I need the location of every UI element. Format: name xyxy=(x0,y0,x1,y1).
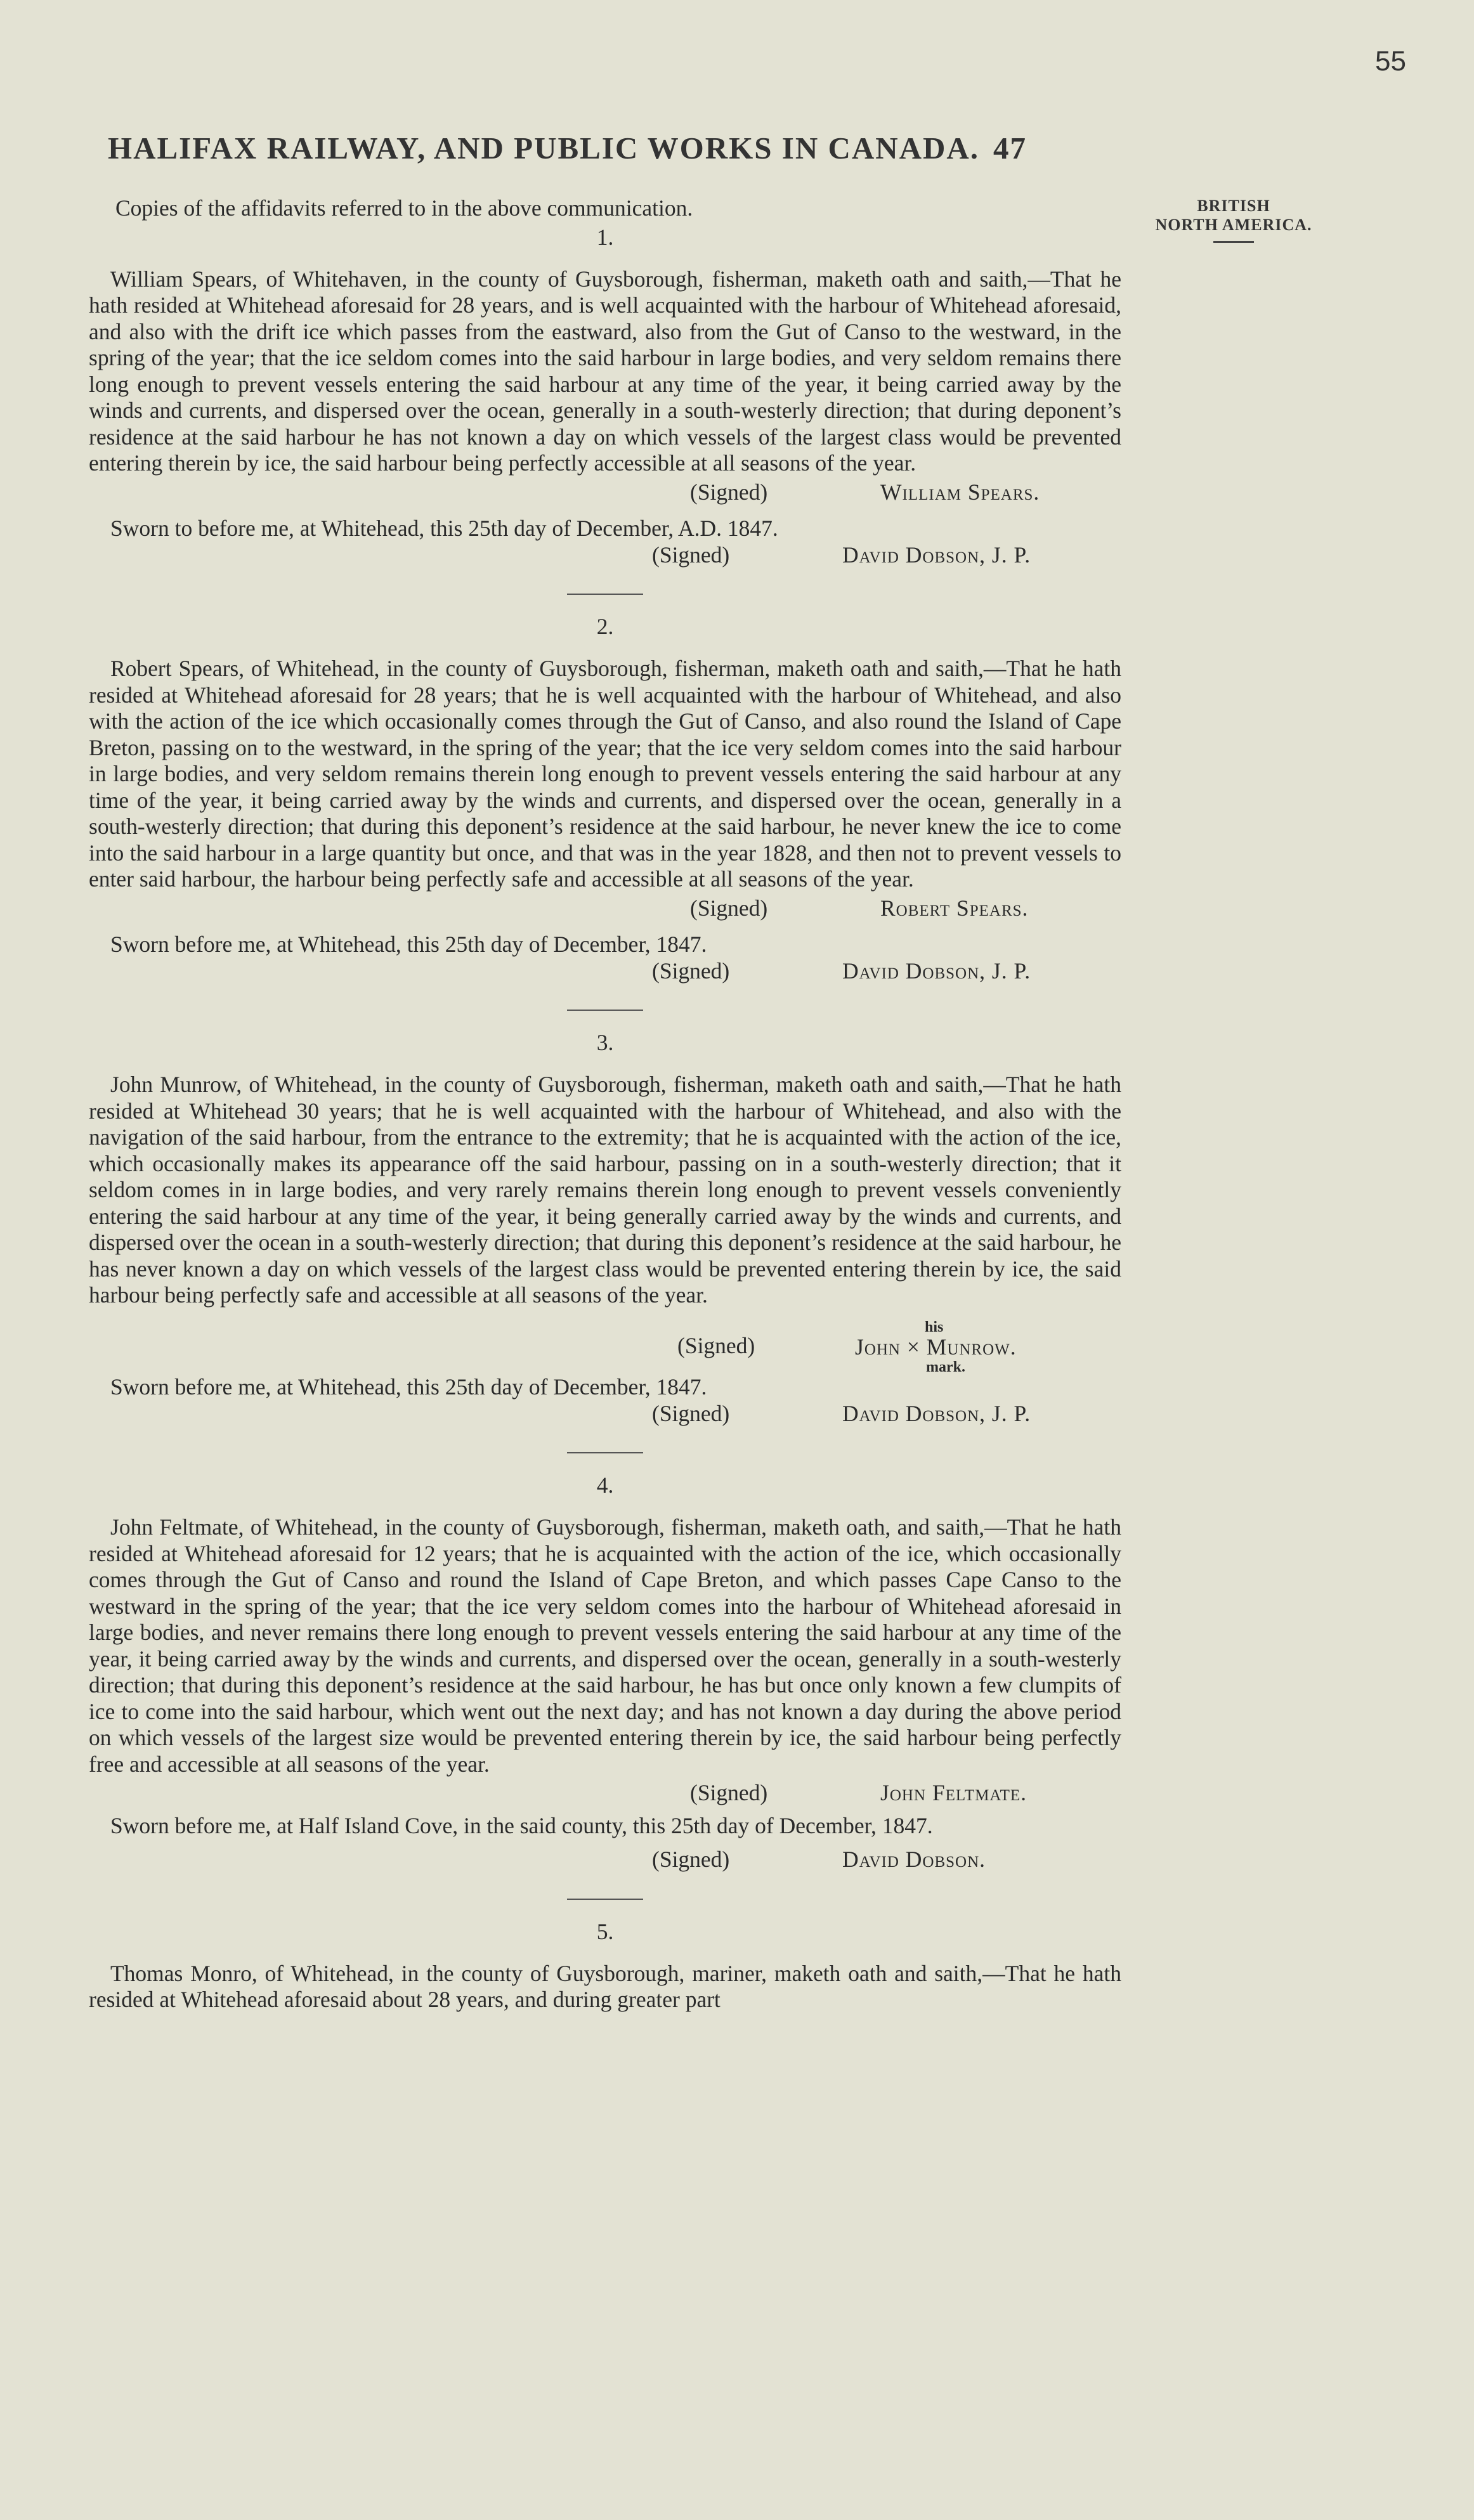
affidavit-text: John Feltmate, of Whitehead, in the county of Guysborough, fisherman, maketh oath, and saith,—That he hath resided at Whitehead aforesaid for 12 years; that he is acquainted with the action of the ice, which occasionally comes through the Gut of Canso and round the Island of Cape Breton, and which passes Cape Canso to the westward in the spring of the year; that the ice very seldom comes into the harbour of Whitehead aforesaid in large bodies, and never remains there long enough to prevent vessels entering the said harbour at any time of the year, it being carried away by the winds and currents, and dispersed over the ocean, generally in a south-westerly direction; that during this deponent’s residence at the said harbour, he has but once only known a few clumpits of ice to come into the said harbour, which went out the next day; and has not known a day during the above period on which vessels of the largest size would be prevented entering therein by ice, the said harbour being perfectly free and accessible at all seasons of the year. xyxy=(89,1514,1121,1777)
running-head-title: HALIFAX RAILWAY, AND PUBLIC WORKS IN CANADA. xyxy=(108,131,980,166)
section-divider xyxy=(567,1452,643,1453)
affidavit-text: Thomas Monro, of Whitehead, in the county of Guysborough, mariner, maketh oath and saith,—That he hath resided at Whitehead aforesaid about 28 years, and during greater part xyxy=(89,1960,1121,2012)
section-divider xyxy=(567,1899,643,1900)
jp-signature-line xyxy=(89,958,1121,985)
signature-line xyxy=(89,1320,1121,1375)
signed-label: (Signed) xyxy=(677,1332,755,1358)
running-head xyxy=(108,130,1123,166)
signature-line xyxy=(89,1780,1121,1807)
affidavit-number: 2. xyxy=(596,614,614,639)
sworn-statement: Sworn before me, at Whitehead, this 25th day of December, 1847. xyxy=(110,932,707,957)
affidavit-number: 3. xyxy=(596,1030,614,1055)
intro-line: Copies of the affidavits referred to in the above communication. xyxy=(115,195,693,221)
affidavit-2 xyxy=(89,614,1121,984)
jp-name: David Dobson, J. P. xyxy=(842,542,1031,568)
affidavit-1 xyxy=(89,224,1121,569)
jp-name: David Dobson, J. P. xyxy=(842,1400,1031,1426)
signer-his: his xyxy=(925,1318,944,1335)
signer-name: John × Munrow. xyxy=(855,1334,1017,1360)
sworn-statement: Sworn before me, at Whitehead, this 25th day of December, 1847. xyxy=(110,1374,707,1400)
signed-label: (Signed) xyxy=(690,1780,768,1805)
jp-name: David Dobson. xyxy=(842,1847,986,1872)
affidavit-3 xyxy=(89,1030,1121,1427)
jp-name: David Dobson, J. P. xyxy=(842,958,1031,984)
signature-line xyxy=(89,479,1121,506)
affidavit-number: 5. xyxy=(596,1918,614,1944)
signer-mark-signature xyxy=(855,1320,1096,1375)
signer-name: Robert Spears. xyxy=(880,895,1029,921)
margin-note-line1: BRITISH xyxy=(1197,197,1270,215)
jp-signature-line xyxy=(89,542,1121,569)
affidavit-text: Robert Spears, of Whitehead, in the county of Guysborough, fisherman, maketh oath and saith,—That he hath resided at Whitehead aforesaid for 28 years; that he is well acquainted with the harbour of Whitehead, and also with the action of the ice which occasionally comes through the Gut of Canso, and also round the Island of Cape Breton, passing on to the westward, in the spring of the year; that the ice very seldom comes into the said harbour in large bodies, and very seldom remains therein long enough to prevent vessels entering the said harbour at any time of the year, it being carried away by the winds and currents, and dispersed over the ocean, generally in a south-westerly direction; that during this deponent’s residence at the said harbour, he never knew the ice to come into the said harbour in a large quantity but once, and that was in the year 1828, and then not to prevent vessels to enter said harbour, the harbour being perfectly safe and accessible at all seasons of the year. xyxy=(89,656,1121,892)
affidavit-number: 4. xyxy=(596,1472,614,1498)
sworn-statement: Sworn before me, at Half Island Cove, in the said county, this 25th day of December, 1847. xyxy=(110,1812,933,1838)
page-number: 55 xyxy=(1375,46,1406,77)
affidavit-text: William Spears, of Whitehaven, in the county of Guysborough, fisherman, maketh oath and saith,—That he hath resided at Whitehead aforesaid for 28 years, and is well acquainted with the harbour of Whitehead aforesaid, and also with the drift ice which passes from the eastward, also from the Gut of Canso to the westward, in the spring of the year; that the ice seldom comes into the said harbour in large bodies, and very seldom remains there long enough to prevent vessels entering the said harbour at any time of the year, it being carried away by the winds and currents, and dispersed over the ocean, generally in a south-westerly direction; that during deponent’s residence at the said harbour he has not known a day on which vessels of the largest class would be prevented entering therein by ice, the said harbour being perfectly accessible at all seasons of the year. xyxy=(89,266,1121,476)
affidavit-number: 1. xyxy=(596,224,614,250)
signed-label: (Signed) xyxy=(652,958,730,984)
signer-mark: mark. xyxy=(926,1359,965,1375)
signed-label: (Signed) xyxy=(690,895,768,921)
document-body xyxy=(89,195,1121,2013)
margin-note xyxy=(1135,197,1332,243)
section-divider xyxy=(567,1010,643,1011)
jp-signature-line xyxy=(89,1847,1121,1873)
affidavit-5 xyxy=(89,1919,1121,2013)
signed-label: (Signed) xyxy=(652,1847,730,1872)
margin-note-line2: NORTH AMERICA. xyxy=(1155,216,1312,234)
signed-label: (Signed) xyxy=(690,479,768,505)
signed-label: (Signed) xyxy=(652,542,730,568)
margin-note-rule xyxy=(1213,241,1254,243)
jp-signature-line xyxy=(89,1401,1121,1427)
signer-name: William Spears. xyxy=(880,479,1040,505)
signed-label: (Signed) xyxy=(652,1400,730,1426)
section-divider xyxy=(567,594,643,595)
sworn-statement: Sworn to before me, at Whitehead, this 25th day of December, A.D. 1847. xyxy=(110,516,778,541)
folio: 47 xyxy=(993,131,1027,166)
signature-line xyxy=(89,895,1121,922)
affidavit-text: John Munrow, of Whitehead, in the county of Guysborough, fisherman, maketh oath and saith,—That he hath resided at Whitehead 30 years; that he is well acquainted with the harbour of Whitehead, and also with the navigation of the said harbour, from the entrance to the extremity; that he is acquainted with the action of the ice, which occasionally makes its appearance off the said harbour, passing on in a south-westerly direction; that it seldom comes in in large bodies, and very rarely remains therein long enough to prevent vessels conveniently entering the said harbour at any time of the year, it being generally carried away by the winds and currents, and dispersed over the ocean in a south-westerly direction; that during this deponent’s residence at the said harbour, he has never known a day on which vessels of the largest class would be prevented entering therein by ice, the said harbour being perfectly safe and accessible at all seasons of the year. xyxy=(89,1072,1121,1308)
affidavit-4 xyxy=(89,1472,1121,1873)
signer-name: John Feltmate. xyxy=(880,1780,1027,1805)
